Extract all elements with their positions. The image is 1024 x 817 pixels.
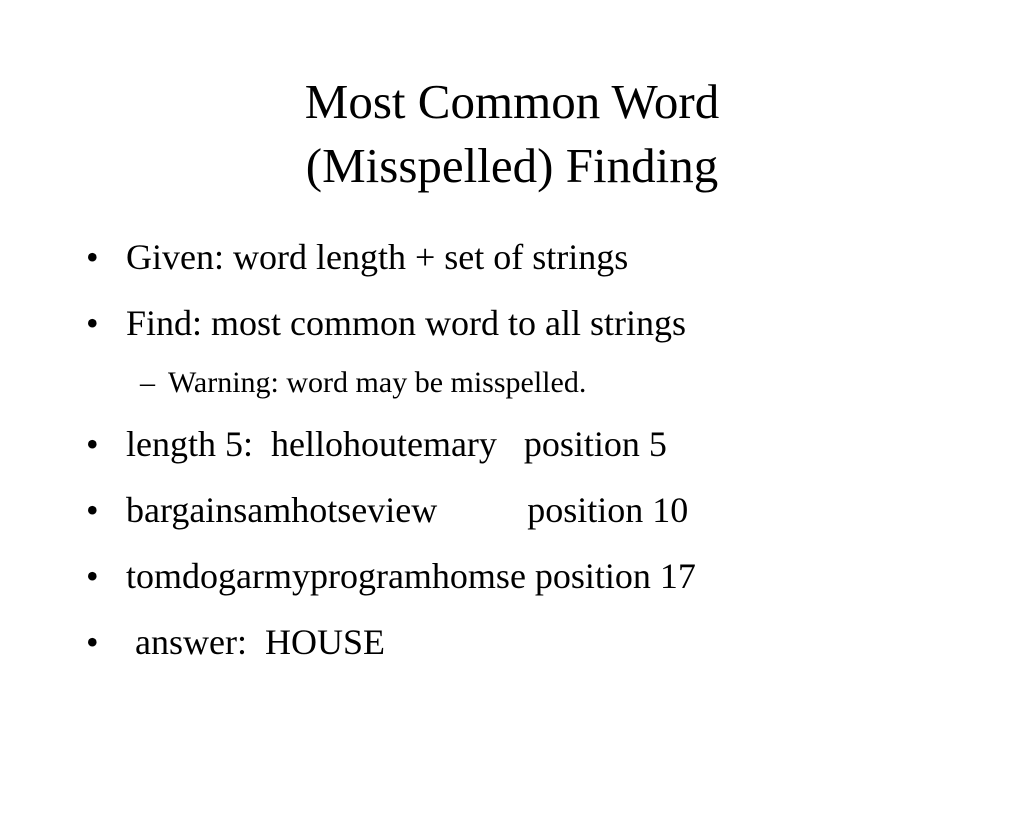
bullet-marker: • bbox=[86, 237, 99, 277]
sub-bullet-text: Warning: word may be misspelled. bbox=[168, 366, 587, 399]
bullet-marker: • bbox=[86, 424, 99, 464]
bullet-item-bargains bbox=[86, 485, 986, 551]
title-line-1: Most Common Word bbox=[304, 74, 720, 129]
bullet-text: Given: word length + set of strings bbox=[126, 237, 629, 277]
bullet-item-answer bbox=[86, 617, 986, 683]
bullet-item-length bbox=[86, 419, 986, 485]
bullet-item-find bbox=[86, 298, 986, 364]
bullet-text: bargainsamhotseview position 10 bbox=[126, 490, 689, 530]
bullet-marker: • bbox=[86, 490, 99, 530]
bullet-item-tomdog bbox=[86, 551, 986, 617]
bullet-marker: • bbox=[86, 556, 99, 596]
bullet-marker: • bbox=[86, 622, 99, 662]
bullet-list bbox=[86, 232, 986, 683]
title-line-2: (Misspelled) Finding bbox=[305, 138, 719, 193]
bullet-text: tomdogarmyprogramhomse position 17 bbox=[126, 556, 696, 596]
sub-bullet-item-warning bbox=[86, 364, 986, 419]
bullet-text: answer: HOUSE bbox=[126, 622, 385, 662]
bullet-text: Find: most common word to all strings bbox=[126, 303, 687, 343]
sub-bullet-marker: – bbox=[140, 366, 155, 399]
slide-title bbox=[0, 70, 1024, 198]
bullet-text: length 5: hellohoutemary position 5 bbox=[126, 424, 667, 464]
bullet-marker: • bbox=[86, 303, 99, 343]
bullet-item-given bbox=[86, 232, 986, 298]
